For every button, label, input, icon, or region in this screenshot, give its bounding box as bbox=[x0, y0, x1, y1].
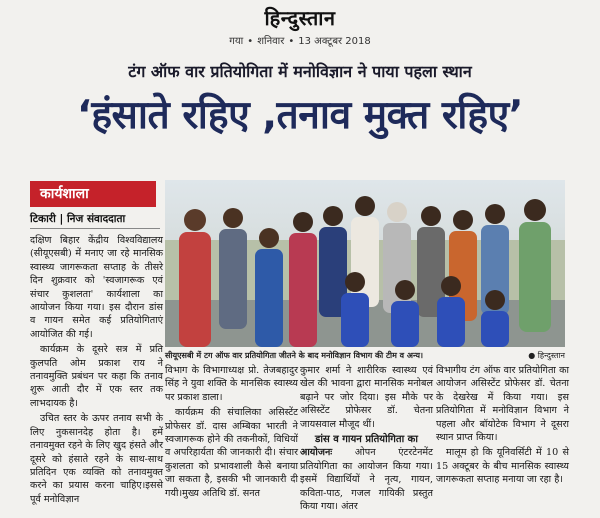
photo-credit: ● हिन्दुस्तान bbox=[528, 351, 565, 360]
dateline-date: 13 अक्टूबर 2018 bbox=[298, 36, 371, 47]
newspaper-logo: हिन्दुस्तान bbox=[264, 6, 336, 30]
article-byline: टिकारी | निज संवाददाता bbox=[30, 213, 126, 225]
article-column-1 bbox=[30, 234, 163, 508]
subheading: डांस व गायन प्रतियोगिता का bbox=[315, 434, 418, 446]
paragraph: विभाग के विभागाध्यक्ष प्रो. तेजबहादुर सिंह ने युवा शक्ति के मानसिक स्वास्थ्य पर प्रकाश डाला। bbox=[165, 365, 298, 403]
dateline-city: गया bbox=[229, 36, 244, 47]
paragraph: उचित स्तर के ऊपर तनाव सभी के लिए नुकसानदेह होता है। हमें तनावमुक्त रहने के लिए खुद हंसते और दूसरे को हंसाते रहने के साथ-साथ प्रतिदिन एक व्यक्ति को तनावमुक्त करने का प्रयास करना चाहिए।इससे पूर्व मनोविज्ञान bbox=[30, 413, 163, 505]
paragraph: कार्यक्रम के दूसरे सत्र में प्रति कुलपति ओम प्रकाश राय ने तनावमुक्ति प्रबंधन पर कहा कि तनाव शुरू आती दौर में एक स्तर तक लाभदायक है। bbox=[30, 344, 163, 409]
paragraph: विभागीय टंग ऑफ वार प्रतियोगिता का आयोजन असिस्टेंट प्रोफेसर डॉ. चेतना के देखरेख में किया गया। इस प्रतियोगिता में मनोविज्ञान विभाग ने पहला और बॉयोटेक विभाग ने दूसरा स्थान प्राप्त किया। bbox=[436, 365, 569, 444]
article-column-3 bbox=[300, 364, 433, 515]
photo-caption bbox=[165, 350, 565, 361]
article-headline: ‘हंसाते रहिए ,तनाव मुक्त रहिए’ bbox=[77, 93, 523, 138]
article-column-2 bbox=[165, 364, 298, 502]
paragraph: मालूम हो कि यूनिवर्सिटी में 10 से 15 अक्टूबर के बीच मानसिक स्वास्थ्य जागरूकता सप्ताह मनाया जा रहा है। bbox=[436, 447, 569, 486]
article-column-4 bbox=[436, 364, 569, 489]
paragraph: कार्यक्रम की संचालिका असिस्टेंट प्रोफेसर डॉ. दास अम्बिका भारती ने स्वजागरूक होने की तकनीकों, विधियों व अपरिहार्यता की जानकारी दी। संचार कुशलता को प्रभावशाली कैसे बनाया जा सकता है, इसकी भी जानकारी दी गयी।मुख्य अतिथि डॉ. सनत bbox=[165, 407, 298, 499]
photo-caption-text: सीयूएसबी में टग ऑफ वार प्रतियोगिता जीतने के बाद मनोविज्ञान विभाग की टीम व अन्य। bbox=[165, 351, 424, 360]
byline-divider bbox=[30, 228, 160, 229]
subheading-lead: आयोजनः bbox=[300, 447, 333, 459]
paragraph-text: ओपन एंटरटेनमेंट प्रतियोगिता का आयोजन किया गया। इसमें विद्यार्थियों ने नृत्य, गायन, कविता-पाठ, गजल गायिकी प्रस्तुत किया गया। अंतर bbox=[300, 447, 433, 513]
dateline: गया • शनिवार • 13 अक्टूबर 2018 bbox=[229, 36, 371, 47]
paragraph: दक्षिण बिहार केंद्रीय विश्वविद्यालय (सीयूएसबी) में मनाए जा रहे मानसिक स्वास्थ्य जागरूकता सप्ताह के तीसरे दिन शुक्रवार को 'स्वजागरूक एवं संचार कुशलता' कार्यशाला का आयोजन किया गया। इस दौरान डांस व गायन समेत कई प्रतियोगिताएं आयोजित की गई। bbox=[30, 235, 163, 340]
group-photo-illustration bbox=[165, 180, 565, 347]
paragraph: कुमार शर्मा ने शारीरिक स्वास्थ्य एवं खेल की भावना द्वारा मानसिक मनोबल बढ़ाने पर जोर दिया। इस मौके पर असिस्टेंट प्रोफेसर डॉ. चेतना जायसवाल मौजूद थीं। bbox=[300, 365, 433, 430]
section-tag: कार्यशाला bbox=[30, 181, 156, 207]
paragraph bbox=[300, 446, 433, 513]
article-kicker: टंग ऑफ वार प्रतियोगिता में मनोविज्ञान ने पाया पहला स्थान bbox=[128, 62, 472, 81]
article-photo bbox=[165, 180, 565, 347]
dateline-day: शनिवार bbox=[257, 36, 285, 47]
masthead bbox=[0, 4, 600, 47]
